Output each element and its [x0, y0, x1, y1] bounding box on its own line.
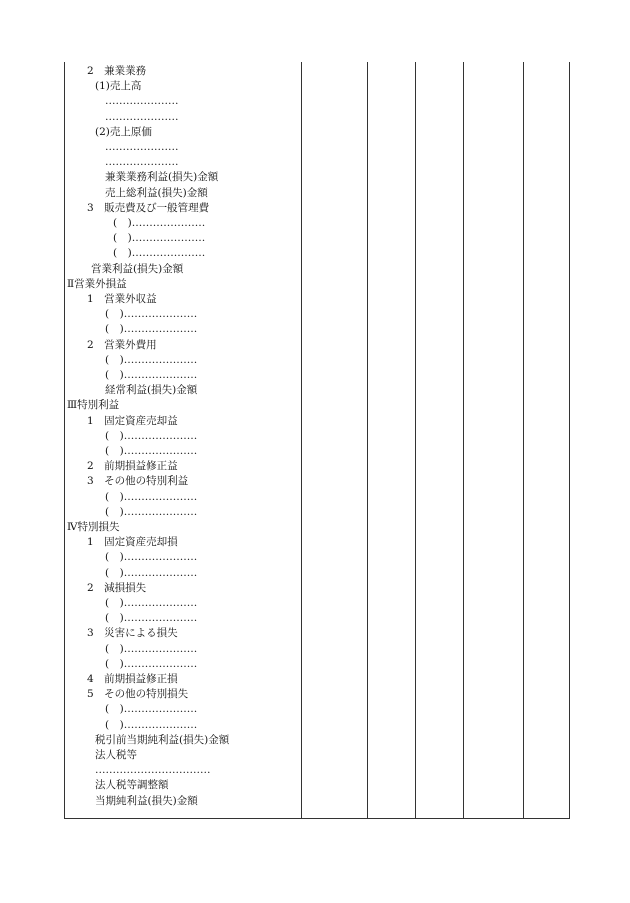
account-row: ( )…………………: [105, 490, 198, 503]
account-row: …………………: [105, 110, 179, 123]
account-row: ( )…………………: [105, 597, 198, 609]
account-row: ( )…………………: [105, 657, 198, 670]
account-row: ( )…………………: [105, 612, 198, 625]
account-row: ( )…………………: [105, 369, 198, 381]
account-row: 法人税等: [95, 749, 137, 761]
account-row: 4 前期損益修正損: [87, 673, 178, 685]
account-row: 法人税等調整額: [95, 779, 169, 792]
column-divider-1: [301, 62, 302, 818]
account-row: ( )…………………: [105, 308, 198, 321]
account-row: ( )…………………: [105, 505, 198, 518]
account-row: ( )…………………: [105, 429, 198, 442]
account-row: ( )…………………: [105, 718, 198, 731]
account-row: ( )…………………: [105, 642, 198, 655]
account-row: 3 販売費及び一般管理費: [87, 201, 210, 214]
account-row: ( )…………………: [105, 353, 198, 366]
account-row: Ⅱ営業外損益: [67, 277, 127, 290]
column-divider-5: [523, 62, 524, 818]
account-row: 当期純利益(損失)金額: [95, 794, 198, 807]
account-row: 兼業業務利益(損失)金額: [105, 171, 219, 184]
account-row: 売上総利益(損失)金額: [105, 186, 208, 199]
account-row: (1)売上高: [95, 80, 142, 93]
column-divider-3: [415, 62, 416, 818]
account-row: 2 減損損失: [87, 581, 147, 594]
account-row: 税引前当期純利益(損失)金額: [95, 733, 230, 746]
account-row: ( )…………………: [105, 703, 198, 716]
account-row: 3 その他の特別利益: [87, 475, 189, 488]
account-row: ( )…………………: [105, 323, 198, 336]
account-row: Ⅳ特別損失: [67, 521, 120, 533]
account-row: 1 営業外収益: [87, 293, 157, 305]
account-row: ( )…………………: [113, 217, 206, 229]
account-row: 3 災害による損失: [87, 627, 178, 640]
account-row: 1 固定資産売却益: [87, 414, 178, 427]
account-row: ( )…………………: [113, 232, 206, 245]
column-divider-4: [463, 62, 464, 818]
account-row: ( )…………………: [105, 551, 198, 564]
statement-table: [64, 62, 570, 819]
account-row: (2)売上原価: [95, 125, 152, 138]
account-row: ( )…………………: [105, 566, 198, 579]
column-divider-2: [367, 62, 368, 818]
account-row: 2 営業外費用: [87, 338, 157, 351]
account-row: …………………: [105, 95, 179, 108]
account-row: Ⅲ特別利益: [67, 399, 120, 412]
account-row: ( )…………………: [113, 247, 206, 260]
account-row: …………………: [105, 141, 179, 153]
account-row: ( )…………………: [105, 445, 198, 457]
account-row: …………………: [105, 156, 179, 169]
account-row: 2 前期損益修正益: [87, 460, 178, 473]
account-row: 2 兼業業務: [87, 65, 147, 77]
account-row: 営業利益(損失)金額: [91, 262, 184, 275]
account-row: 経常利益(損失)金額: [105, 384, 198, 397]
account-row: 5 その他の特別損失: [87, 688, 189, 701]
account-row: 1 固定資産売却損: [87, 536, 178, 549]
account-row: ……………………………: [95, 764, 211, 777]
